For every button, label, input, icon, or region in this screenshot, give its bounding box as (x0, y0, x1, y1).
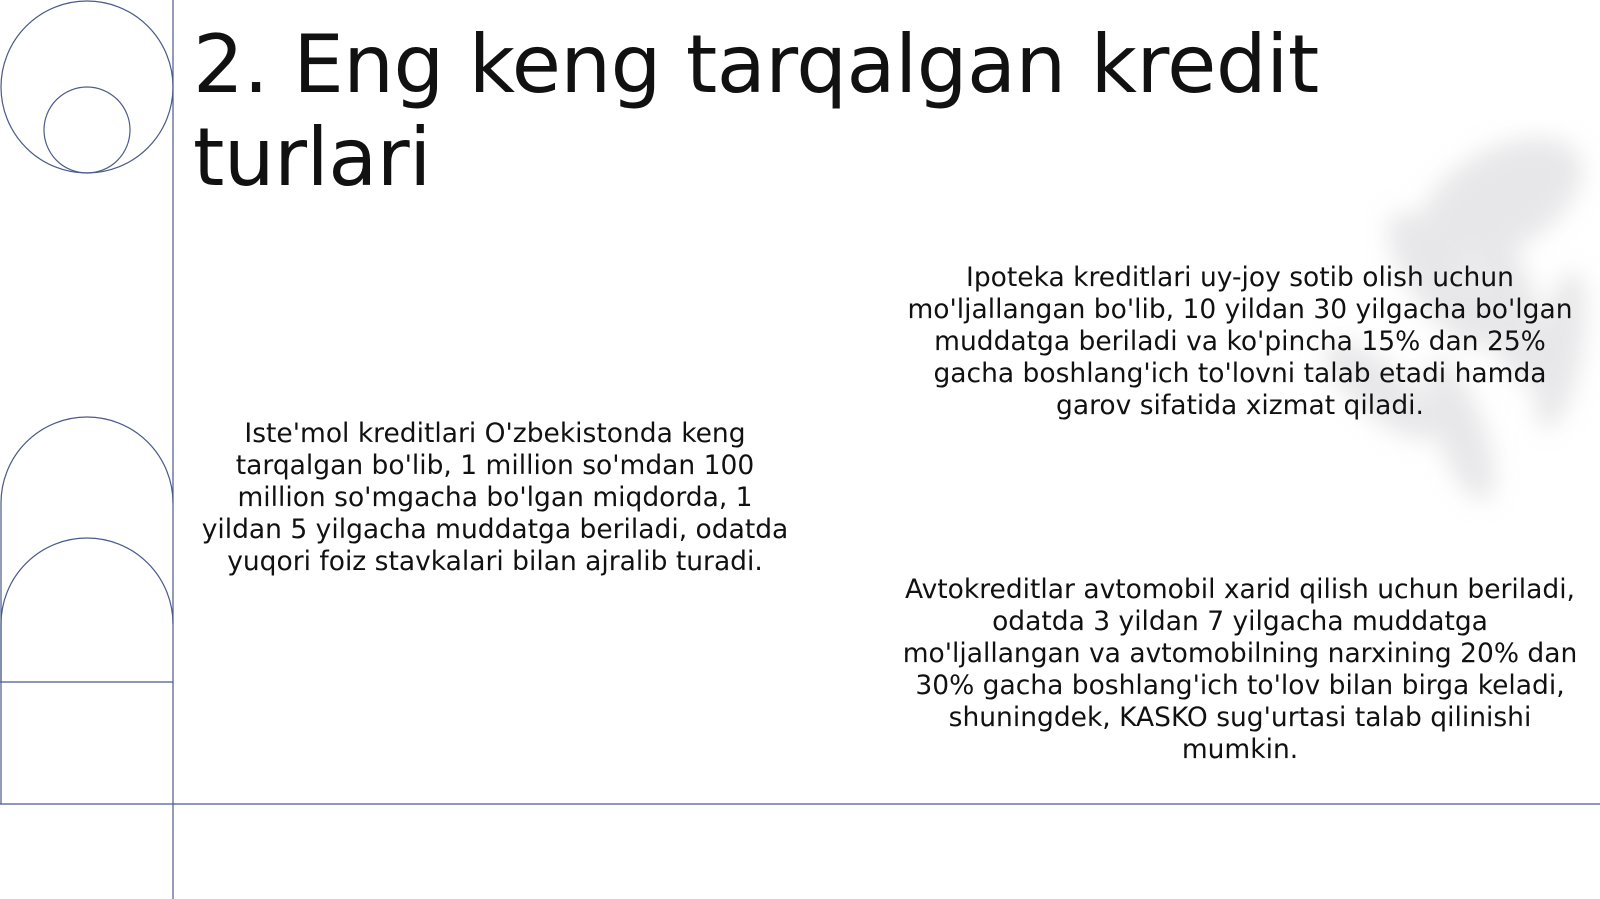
small-circle-outline (44, 87, 130, 173)
consumer-credit-paragraph: Iste'mol kreditlari O'zbekistonda keng tarqalgan bo'lib, 1 million so'mdan 100 million so'mgacha bo'lgan miqdorda, 1 yildan 5 yilgacha muddatga beriladi, odatda yuqori foiz stavkalari bilan ajralib turadi. (201, 418, 789, 577)
auto-credit-paragraph: Avtokreditlar avtomobil xarid qilish uchun beriladi, odatda 3 yildan 7 yilgacha muddatga mo'ljallangan va avtomobilning narxining 20% dan 30% gacha boshlang'ich to'lov bilan birga keladi, shuningdek, KASKO sug'urtasi talab qilinishi mumkin. (902, 574, 1578, 765)
slide-title: 2. Eng keng tarqalgan kredit turlari (193, 18, 1319, 204)
mortgage-credit-paragraph: Ipoteka kreditlari uy-joy sotib olish uchun mo'ljallangan bo'lib, 10 yildan 30 yilgacha bo'lgan muddatga beriladi va ko'pincha 15% dan 25% gacha boshlang'ich to'lovni talab etadi hamda garov sifatida xizmat qiladi. (907, 262, 1573, 421)
upper-arch-outline (1, 417, 173, 682)
lower-arch-outline (1, 538, 173, 682)
